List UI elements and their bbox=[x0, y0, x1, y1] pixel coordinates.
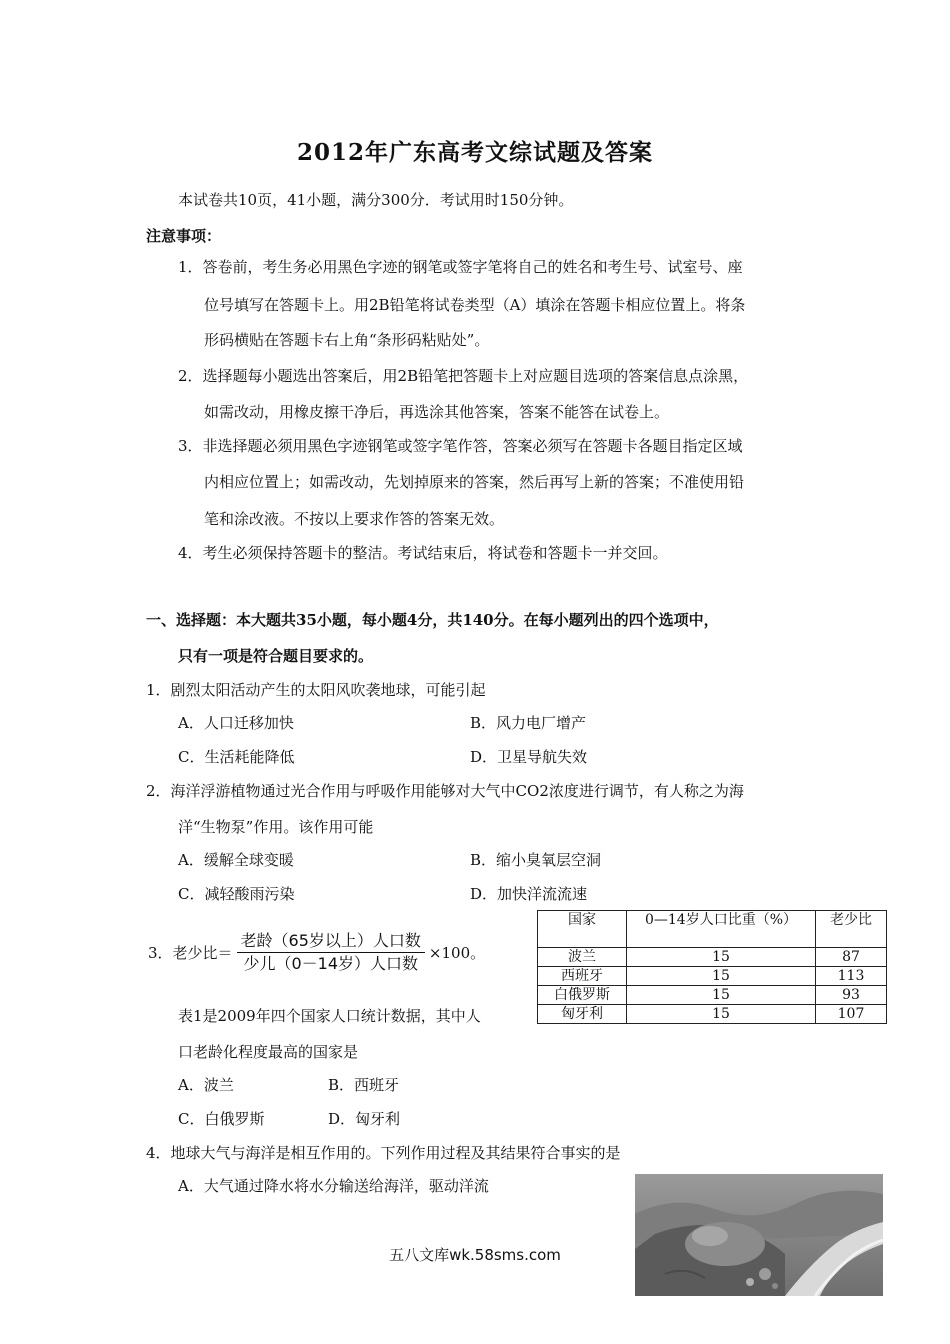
table-cell: 西班牙 bbox=[538, 967, 627, 986]
intro-text: 本试卷共10页，41小题，满分300分．考试用时150分钟。 bbox=[178, 191, 574, 209]
notice-line: 位号填写在答题卡上。用2B铅笔将试卷类型（A）填涂在答题卡相应位置上。将条 bbox=[204, 296, 746, 314]
option-c: C．减轻酸雨污染 bbox=[178, 885, 295, 903]
question-stem-cont: 口老龄化程度最高的国家是 bbox=[178, 1043, 359, 1061]
section-heading: 一、选择题：本大题共35小题，每小题4分，共140分。在每小题列出的四个选项中， bbox=[146, 611, 719, 629]
table-cell: 波兰 bbox=[538, 948, 627, 967]
old-young-ratio-formula bbox=[148, 926, 485, 978]
option-a: A．缓解全球变暖 bbox=[178, 851, 294, 869]
question-stem: 4．地球大气与海洋是相互作用的。下列作用过程及其结果符合事实的是 bbox=[146, 1144, 621, 1162]
table-row bbox=[538, 948, 887, 967]
footer-watermark: 五八文库wk.58sms.com bbox=[389, 1246, 561, 1264]
table-cell: 15 bbox=[627, 967, 816, 986]
notice-line: 3．非选择题必须用黑色字迹钢笔或签字笔作答，答案必须写在答题卡各题目指定区域 bbox=[178, 437, 743, 455]
table-cell: 107 bbox=[816, 1005, 887, 1024]
formula-denominator: 少儿（0－14岁）人口数 bbox=[243, 953, 418, 973]
notice-line: 2．选择题每小题选出答案后，用2B铅笔把答题卡上对应题目选项的答案信息点涂黑， bbox=[178, 367, 749, 385]
table-cell: 15 bbox=[627, 948, 816, 967]
notice-line: 内相应位置上；如需改动，先划掉原来的答案，然后再写上新的答案；不准使用铅 bbox=[204, 473, 745, 491]
table-row bbox=[538, 986, 887, 1005]
option-b: B．西班牙 bbox=[328, 1076, 400, 1094]
section-heading-cont: 只有一项是符合题目要求的。 bbox=[178, 647, 374, 665]
formula-numerator: 老龄（65岁以上）人口数 bbox=[240, 930, 421, 950]
table-row bbox=[538, 967, 887, 986]
table-header-row bbox=[538, 911, 887, 948]
table-cell: 15 bbox=[627, 986, 816, 1005]
page-title: 2012年广东高考文综试题及答案 bbox=[296, 139, 653, 166]
option-b: B．风力电厂增产 bbox=[470, 714, 587, 732]
option-c: C．生活耗能降低 bbox=[178, 748, 295, 766]
table-cell: 113 bbox=[816, 967, 887, 986]
formula-suffix: ×100。 bbox=[428, 943, 486, 962]
notice-heading: 注意事项： bbox=[146, 227, 222, 245]
notice-line: 1．答卷前，考生务必用黑色字迹的钢笔或签字笔将自己的姓名和考生号、试室号、座 bbox=[178, 258, 743, 276]
question-stem-cont: 洋“生物泵”作用。该作用可能 bbox=[178, 818, 374, 836]
table-cell: 87 bbox=[816, 948, 887, 967]
option-d: D．匈牙利 bbox=[328, 1110, 401, 1128]
notice-line: 4．考生必须保持答题卡的整洁。考试结束后，将试卷和答题卡一并交回。 bbox=[178, 544, 668, 562]
landslide-photo bbox=[635, 1174, 883, 1296]
option-a: A．大气通过降水将水分输送给海洋，驱动洋流 bbox=[178, 1177, 489, 1195]
option-a: A．人口迁移加快 bbox=[178, 714, 294, 732]
table-cell: 白俄罗斯 bbox=[538, 986, 627, 1005]
question-stem: 1．剧烈太阳活动产生的太阳风吹袭地球，可能引起 bbox=[146, 681, 486, 699]
table-cell: 15 bbox=[627, 1005, 816, 1024]
table-cell: 93 bbox=[816, 986, 887, 1005]
population-table bbox=[537, 910, 887, 1024]
notice-line: 如需改动，用橡皮擦干净后，再选涂其他答案，答案不能答在试卷上。 bbox=[204, 403, 670, 421]
table-header: 国家 bbox=[538, 911, 627, 948]
option-d: D．卫星导航失效 bbox=[470, 748, 588, 766]
option-a: A．波兰 bbox=[178, 1076, 234, 1094]
option-b: B．缩小臭氧层空洞 bbox=[470, 851, 602, 869]
question-stem: 2．海洋浮游植物通过光合作用与呼吸作用能够对大气中CO2浓度进行调节，有人称之为海 bbox=[146, 782, 744, 800]
question-stem: 表1是2009年四个国家人口统计数据，其中人 bbox=[178, 1007, 481, 1025]
table-header: 老少比 bbox=[816, 911, 887, 948]
table-row bbox=[538, 1005, 887, 1024]
formula-fraction bbox=[237, 930, 425, 975]
table-header: 0—14岁人口比重（%） bbox=[627, 911, 816, 948]
table-cell: 匈牙利 bbox=[538, 1005, 627, 1024]
formula-prefix: 3．老少比＝ bbox=[148, 943, 233, 962]
option-d: D．加快洋流流速 bbox=[470, 885, 588, 903]
option-c: C．白俄罗斯 bbox=[178, 1110, 265, 1128]
notice-line: 笔和涂改液。不按以上要求作答的答案无效。 bbox=[204, 510, 505, 528]
notice-line: 形码横贴在答题卡右上角“条形码粘贴处”。 bbox=[204, 331, 490, 349]
